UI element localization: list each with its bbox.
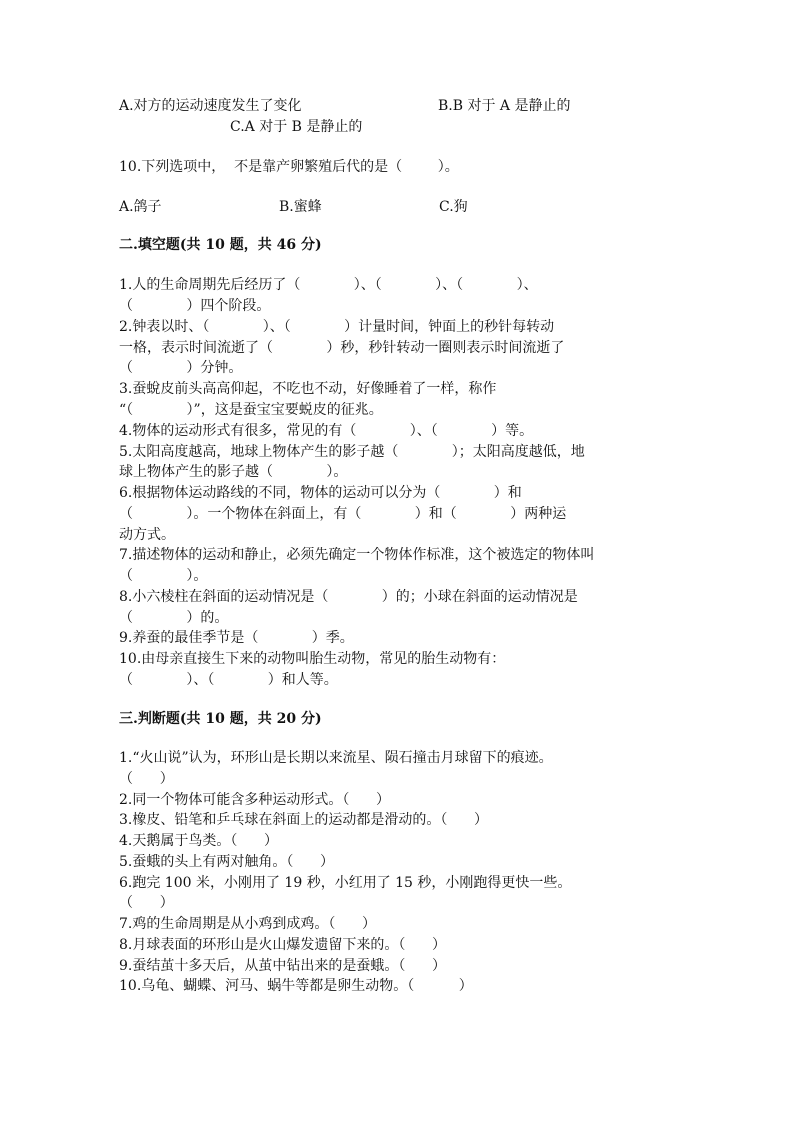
s2-line: 动方式。 bbox=[119, 527, 175, 543]
s2-line: “（ ）”，这是蚕宝宝要蜕皮的征兆。 bbox=[119, 402, 383, 418]
q10-option-a: A.鸽子 bbox=[119, 199, 162, 215]
s2-line: （ ）分钟。 bbox=[119, 360, 243, 376]
s3-line: 4.天鹅属于鸟类。（ ） bbox=[119, 833, 279, 849]
s2-line: 8.小六棱柱在斜面的运动情况是（ ）的；小球在斜面的运动情况是 bbox=[119, 589, 578, 605]
s2-line: （ ）。一个物体在斜面上，有（ ）和（ ）两种运 bbox=[119, 506, 567, 522]
s2-line: 一格，表示时间流逝了（ ）秒，秒针转动一圈则表示时间流逝了 bbox=[119, 340, 565, 356]
s2-line: 9.养蚕的最佳季节是（ ）季。 bbox=[119, 630, 354, 646]
s3-line: 6.跑完 100 米，小刚用了 19 秒，小红用了 15 秒，小刚跑得更快一些。 bbox=[119, 875, 572, 891]
q10-option-b: B.蜜蜂 bbox=[279, 199, 322, 215]
s3-line: （ ） bbox=[119, 771, 174, 787]
s3-line: 5.蚕蛾的头上有两对触角。（ ） bbox=[119, 854, 335, 870]
s3-line: 3.橡皮、铅笔和乒乓球在斜面上的运动都是滑动的。（ ） bbox=[119, 812, 489, 828]
s2-line: （ ）、（ ）和人等。 bbox=[119, 672, 338, 688]
s2-line: （ ）。 bbox=[119, 568, 208, 584]
s2-line: （ ）的。 bbox=[119, 610, 229, 626]
q9-option-c: C.A 对于 B 是静止的 bbox=[230, 119, 363, 135]
s2-line: 球上物体产生的影子越（ ）。 bbox=[119, 464, 348, 480]
s2-line: 4.物体的运动形式有很多，常见的有（ ）、（ ）等。 bbox=[119, 423, 534, 439]
s2-line: 2.钟表以时、（ ）、（ ）计量时间，钟面上的秒针每转动 bbox=[119, 319, 555, 335]
s2-line: 5.太阳高度越高，地球上物体产生的影子越（ ）；太阳高度越低，地 bbox=[119, 444, 585, 460]
s3-line: 10.乌龟、蝴蝶、河马、蜗牛等都是卵生动物。（ ） bbox=[119, 978, 473, 994]
s3-line: 8.月球表面的环形山是火山爆发遗留下来的。（ ） bbox=[119, 937, 447, 953]
s3-line: （ ） bbox=[119, 895, 174, 911]
section3-title: 三.判断题(共 10 题，共 20 分) bbox=[119, 711, 322, 727]
section2-title: 二.填空题(共 10 题，共 46 分) bbox=[119, 237, 322, 253]
s3-line: 1.“火山说”认为，环形山是长期以来流星、陨石撞击月球留下的痕迹。 bbox=[119, 750, 553, 766]
s2-line: 6.根据物体运动路线的不同，物体的运动可以分为（ ）和 bbox=[119, 485, 522, 501]
s3-line: 9.蚕结茧十多天后，从茧中钻出来的是蚕蛾。（ ） bbox=[119, 958, 447, 974]
s2-line: 3.蚕蛻皮前头高高仰起，不吃也不动，好像睡着了一样，称作 bbox=[119, 381, 497, 397]
q9-option-a: A.对方的运动速度发生了变化 bbox=[119, 98, 302, 114]
q10-option-c: C.狗 bbox=[439, 199, 468, 215]
q10-stem: 10.下列选项中， 不是靠产卵繁殖后代的是（ ）。 bbox=[119, 159, 459, 175]
s2-line: 1.人的生命周期先后经历了（ ）、（ ）、（ ）、 bbox=[119, 277, 538, 293]
s3-line: 7.鸡的生命周期是从小鸡到成鸡。（ ） bbox=[119, 916, 377, 932]
q9-option-b: B.B 对于 A 是静止的 bbox=[438, 98, 571, 114]
s2-line: 10.由母亲直接生下来的动物叫胎生动物，常见的胎生动物有： bbox=[119, 651, 506, 667]
s3-line: 2.同一个物体可能含多种运动形式。（ ） bbox=[119, 792, 391, 808]
s2-line: （ ）四个阶段。 bbox=[119, 298, 271, 314]
s2-line: 7.描述物体的运动和静止，必须先确定一个物体作标准，这个被选定的物体叫 bbox=[119, 547, 595, 563]
